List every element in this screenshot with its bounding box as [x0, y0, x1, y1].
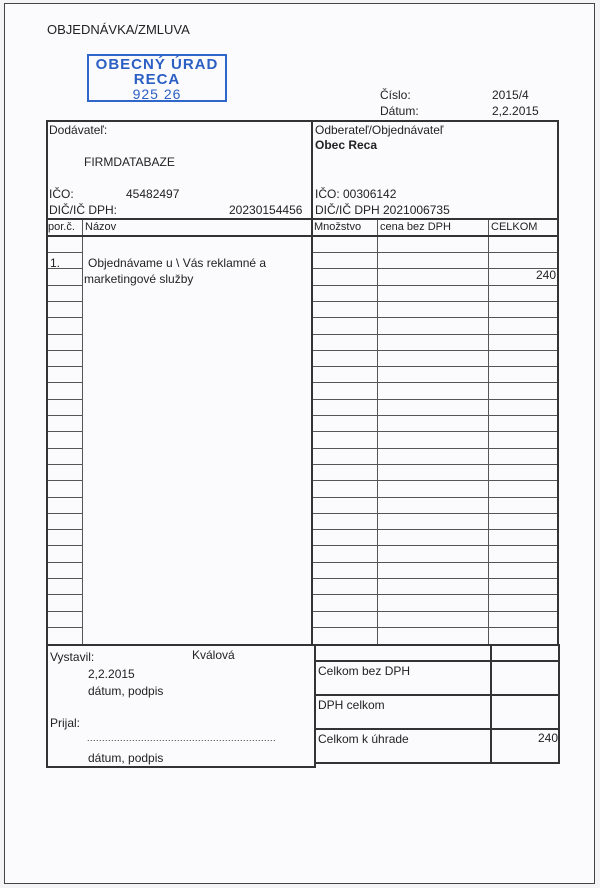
table-row-line [48, 399, 82, 400]
supplier-ico-value: 45482497 [126, 187, 180, 201]
buyer-dic: DIČ/IČ DPH 2021006735 [315, 203, 450, 217]
table-row-line [48, 301, 82, 302]
table-row-line [48, 415, 82, 416]
stamp-line-2: RECA [133, 71, 181, 88]
table-row-line [48, 366, 82, 367]
table-row-line [48, 562, 82, 563]
table-row-line [313, 268, 557, 269]
table-header-divider [48, 235, 557, 237]
table-row-line [313, 562, 557, 563]
prijal-signature-line: ............................................................... [87, 733, 277, 743]
document-title: OBJEDNÁVKA/ZMLUVA [47, 22, 190, 37]
table-row-line [313, 594, 557, 595]
table-row-line [48, 448, 82, 449]
table-row-line [48, 252, 82, 253]
table-row-line [48, 350, 82, 351]
table-row-line [48, 513, 82, 514]
supplier-name: FIRMDATABAZE [84, 155, 175, 169]
table-row-line [313, 317, 557, 318]
row-1-number: 1. [50, 256, 61, 270]
table-row-line [313, 366, 557, 367]
table-row-line [48, 497, 82, 498]
table-row-line [313, 513, 557, 514]
table-row-line [313, 497, 557, 498]
table-row-line [48, 578, 82, 579]
table-row-line [313, 480, 557, 481]
datum-label: Dátum: [380, 104, 419, 118]
table-row-line [313, 252, 557, 253]
vystavil-name: Kválová [192, 648, 235, 662]
col-header-por: por.č. [48, 221, 75, 233]
supplier-ico-label: IČO: [49, 187, 74, 201]
table-row-line [313, 611, 557, 612]
total-bez-dph-label: Celkom bez DPH [318, 664, 411, 678]
municipal-office-stamp [87, 54, 227, 102]
table-row-line [48, 545, 82, 546]
table-row-line [48, 627, 82, 628]
table-row-line [313, 301, 557, 302]
buyer-name: Obec Reca [315, 138, 378, 152]
col-divider [311, 220, 313, 645]
row-1-total: 240 [535, 268, 556, 282]
datum-value: 2,2.2015 [492, 104, 539, 118]
col-divider [377, 220, 378, 645]
vystavil-date: 2,2.2015 [88, 667, 135, 681]
cislo-value: 2015/4 [492, 88, 529, 102]
table-row-line [48, 464, 82, 465]
totals-divider [490, 646, 492, 762]
table-row-line [313, 334, 557, 335]
table-row-line [313, 448, 557, 449]
table-row-line [48, 611, 82, 612]
table-row-line [48, 334, 82, 335]
table-row-line [313, 627, 557, 628]
col-header-celkom: CELKOM [491, 221, 538, 233]
col-divider [82, 220, 83, 645]
table-row-line [48, 529, 82, 530]
table-row-line [313, 529, 557, 530]
table-row-line [313, 350, 557, 351]
col-header-mnozstvo: Množstvo [314, 221, 362, 233]
table-row-line [313, 399, 557, 400]
stamp-line-1: OBECNÝ ÚRAD [95, 56, 219, 73]
table-row-line [313, 431, 557, 432]
table-row-line [313, 545, 557, 546]
supplier-dic-label: DIČ/IČ DPH: [49, 203, 118, 217]
table-row-line [313, 464, 557, 465]
table-row-line [48, 382, 82, 383]
table-row-line [313, 578, 557, 579]
buyer-ico: IČO: 00306142 [315, 187, 397, 201]
col-divider [488, 220, 489, 645]
totals-divider [316, 660, 558, 662]
row-1-name-line2: marketingové služby [84, 272, 194, 286]
celkom-k-uhrade-value: 240 [537, 731, 558, 745]
table-row-line [313, 285, 557, 286]
vystavil-sign-caption: dátum, podpis [88, 684, 164, 698]
supplier-dic-value: 20230154456 [229, 203, 303, 217]
buyer-label: Odberateľ/Objednávateľ [315, 123, 444, 137]
supplier-label: Dodávateľ: [49, 123, 108, 137]
totals-divider [316, 694, 558, 696]
table-row-line [48, 480, 82, 481]
prijal-label: Prijal: [50, 716, 81, 730]
dph-celkom-label: DPH celkom [318, 698, 385, 712]
table-row-line [313, 382, 557, 383]
cislo-label: Číslo: [380, 88, 411, 102]
row-1-name-line1: Objednávame u \ Vás reklamné a [88, 256, 267, 270]
table-row-line [313, 415, 557, 416]
table-row-line [48, 317, 82, 318]
table-row-line [48, 594, 82, 595]
col-header-nazov: Názov [85, 221, 117, 233]
totals-divider [316, 728, 558, 730]
celkom-k-uhrade-label: Celkom k úhrade [318, 732, 409, 746]
stamp-line-3: 925 26 [132, 86, 182, 102]
vystavil-label: Vystavil: [50, 650, 95, 664]
table-row-line [48, 285, 82, 286]
table-row-line [48, 431, 82, 432]
prijal-sign-caption: dátum, podpis [88, 751, 164, 765]
col-header-cena: cena bez DPH [380, 221, 451, 233]
